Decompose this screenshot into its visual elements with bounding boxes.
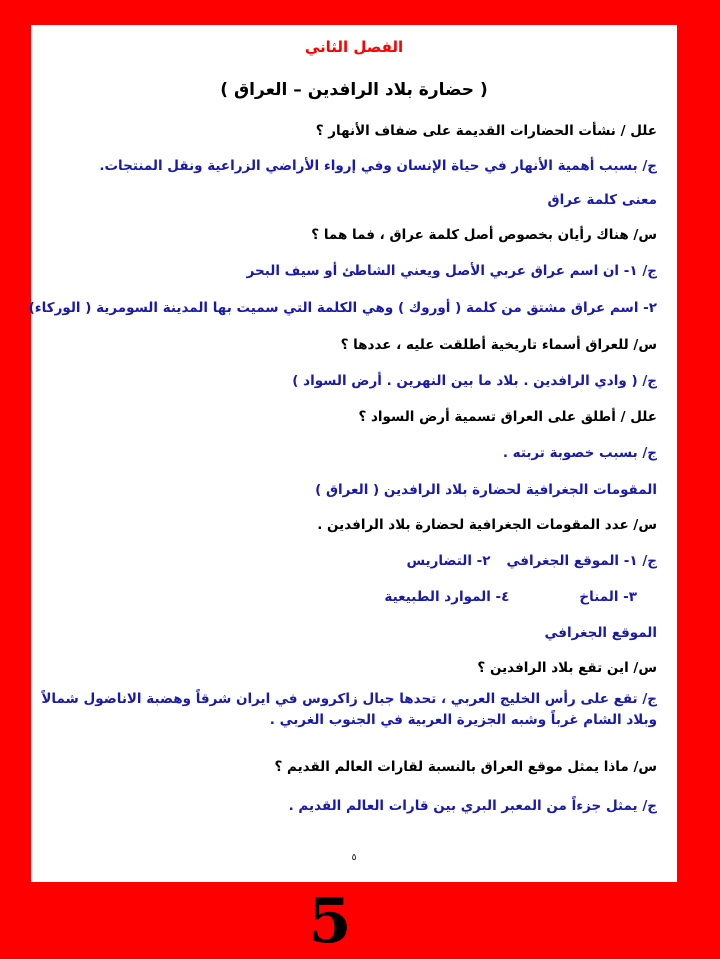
section-heading: معنى كلمة عراق <box>547 192 657 208</box>
question-line: س/ للعراق أسماء تاريخية أطلقت عليه ، عددها ؟ <box>340 337 657 353</box>
list-item: ٤- الموارد الطبيعية <box>384 589 510 605</box>
answer-line: ج/ ١- ان اسم عراق عربي الأصل ويعني الشاطئ أو سيف البحر <box>246 263 657 279</box>
question-line: س/ هناك رأيان بخصوص أصل كلمة عراق ، فما هما ؟ <box>311 227 657 243</box>
document-page <box>28 25 677 882</box>
lesson-title: ( حضارة بلاد الرافدين – العراق ) <box>220 80 488 100</box>
question-line: علل / أطلق على العراق تسمية أرض السواد ؟ <box>358 409 657 425</box>
answer-line: ج/ يمثل جزءاً من المعبر البري بين قارات العالم القديم . <box>288 798 657 814</box>
section-heading: المقومات الجغرافية لحضارة بلاد الرافدين ( العراق ) <box>315 482 657 498</box>
page-counter: 5 <box>308 884 352 957</box>
list-item: ٣- المناخ <box>579 589 637 605</box>
answer-line: ج/ بسبب أهمية الأنهار في حياة الإنسان وفي إرواء الأراضي الزراعية ونقل المنتجات. <box>99 158 657 174</box>
answer-line: ج/ ( وادي الرافدين . بلاد ما بين النهرين . أرض السواد ) <box>292 373 657 389</box>
question-line: س/ ماذا يمثل موقع العراق بالنسبة لقارات العالم القديم ؟ <box>274 759 657 775</box>
answer-paragraph: ج/ تقع على رأس الخليج العربي ، تحدها جبال زاكروس في ايران شرقاً وهضبة الاناضول شمالاً وبلاد الشام غرباً وشبه الجزيرة العربية في الجنوب الغربي . <box>41 691 657 728</box>
answer-line <box>41 587 637 607</box>
question-line: علل / نشأت الحضارات القديمة على ضفاف الأنهار ؟ <box>315 123 657 139</box>
answer-line: ٢- اسم عراق مشتق من كلمة ( أوروك ) وهي الكلمة التي سميت بها المدينة السومرية ( الوركاء) <box>28 300 657 316</box>
answer-line: ج/ بسبب خصوبة تربته . <box>502 445 657 461</box>
section-heading: الموقع الجغرافي <box>544 625 657 641</box>
answer-line <box>41 551 657 571</box>
question-line: س/ اين تقع بلاد الرافدين ؟ <box>477 660 657 676</box>
page-number: ٥ <box>351 853 357 863</box>
question-line: س/ عدد المقومات الجغرافية لحضارة بلاد الرافدين . <box>317 517 657 533</box>
list-item: ٢- التضاريس <box>406 553 491 569</box>
chapter-title: الفصل الثاني <box>304 38 404 56</box>
list-item: ج/ ١- الموقع الجغرافي <box>506 553 657 569</box>
